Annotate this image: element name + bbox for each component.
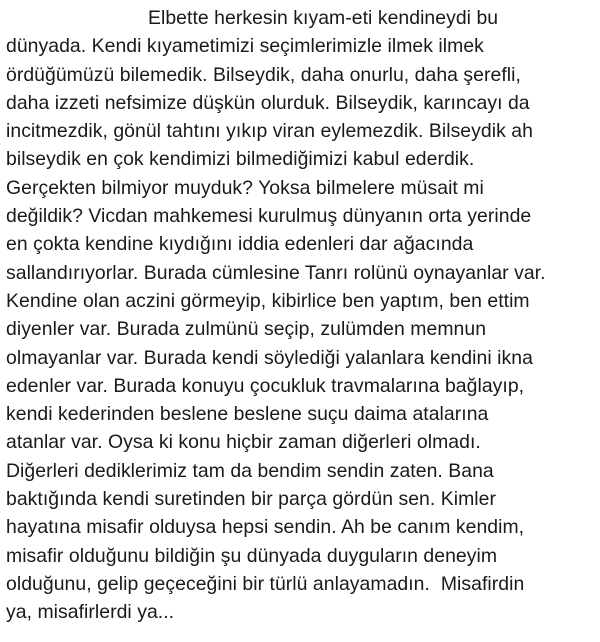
text-line: Diğerleri dediklerimiz tam da bendim sendin zaten. Bana (6, 459, 494, 482)
text-line: Elbette herkesin kıyam-eti kendineydi bu (148, 7, 499, 29)
text-line: diyenler var. Burada zulmünü seçip, zulümden memnun (6, 318, 487, 341)
text-line: Gerçekten bilmiyor muyduk? Yoksa bilmelere müsait mi (6, 176, 484, 199)
text-line: dünyada. Kendi kıyametimizi seçimlerimizle ilmek ilmek (6, 35, 484, 58)
text-line: baktığında kendi suretinden bir parça gördün sen. Kimler (6, 488, 497, 511)
text-line: olmayanlar var. Burada kendi söylediği yalanlara kendini ikna (6, 346, 533, 369)
text-line: atanlar var. Oysa ki konu hiçbir zaman diğerleri olmadı. (6, 431, 481, 454)
text-line: olduğunu, gelip geçeceğini bir türlü anlayamadın. Misafirdin (6, 572, 525, 595)
text-line: incitmezdik, gönül tahtını yıkıp viran eylemezdik. Bilseydik ah (6, 120, 533, 143)
text-line: hayatına misafir olduysa hepsi sendin. Ah be canım kendim, (6, 516, 525, 539)
text-line: Kendine olan aczini görmeyip, kibirlice ben yaptım, ben ettim (6, 289, 530, 312)
text-line: bilseydik en çok kendimizi bilmediğimizi kabul ederdik. (6, 148, 475, 171)
document-body (6, 4, 596, 627)
text-line: kendi kederinden beslene beslene suçu daima atalarına (6, 403, 489, 426)
text-line: sallandırıyorlar. Burada cümlesine Tanrı rolünü oynayanlar var. (6, 261, 546, 284)
text-line: en çokta kendine kıydığını iddia edenleri dar ağacında (6, 233, 474, 256)
text-line: ya, misafirlerdi ya... (6, 601, 175, 624)
text-line: daha izzeti nefsimize düşkün olurduk. Bilseydik, karıncayı da (6, 91, 530, 114)
text-line: değildik? Vicdan mahkemesi kurulmuş dünyanın orta yerinde (6, 205, 532, 228)
text-line: ördüğümüzü bilemedik. Bilseydik, daha onurlu, daha şerefli, (6, 63, 521, 86)
text-line: edenler var. Burada konuyu çocukluk travmalarına bağlayıp, (6, 374, 525, 397)
text-line: misafir olduğunu bildiğin şu dünyada duyguların deneyim (6, 544, 498, 567)
